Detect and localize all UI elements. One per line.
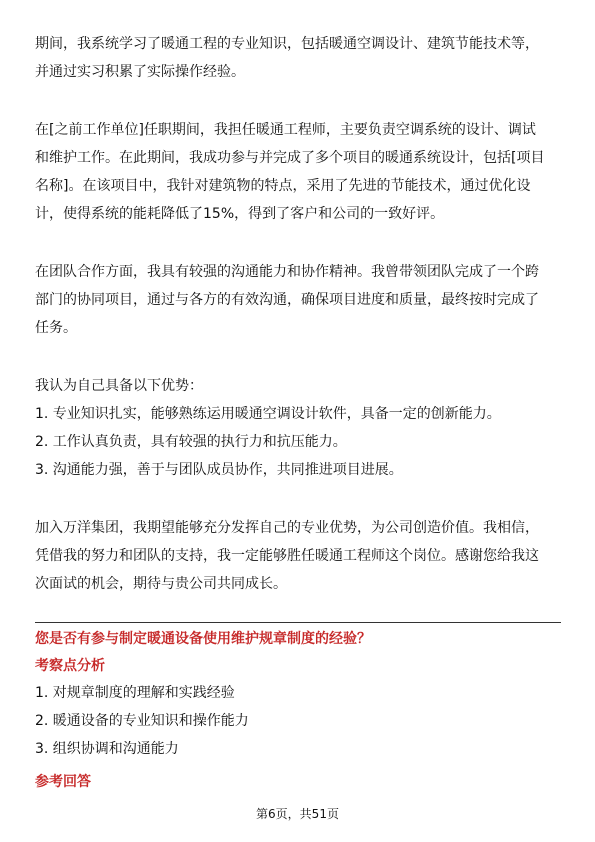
paragraph-gap [35,228,561,258]
paragraph-teamwork [35,258,561,342]
paragraph-line: 部门的协同项目，通过与各方的有效沟通，确保项目进度和质量，最终按时完成了 [35,292,539,308]
paragraph-gap [35,86,561,116]
analysis-list [35,679,561,763]
paragraph-gap [35,484,561,514]
page-number-footer: 第6页，共51页 [256,807,339,821]
paragraph-line: 并通过实习积累了实际操作经验。 [35,64,245,80]
paragraph-line: 名称]。在该项目中，我针对建筑物的特点，采用了先进的节能技术，通过优化设 [35,178,531,194]
paragraph-line: 在[之前工作单位]任职期间，我担任暖通工程师，主要负责空调系统的设计、调试 [35,122,536,138]
paragraph-line: 在团队合作方面，我具有较强的沟通能力和协作精神。我曾带领团队完成了一个跨 [35,264,539,280]
paragraph-line: 次面试的机会，期待与贵公司共同成长。 [35,576,287,592]
analysis-item: 1. 对规章制度的理解和实践经验 [35,685,235,701]
paragraph-line: 任务。 [35,320,77,336]
paragraph-line: 凭借我的努力和团队的支持，我一定能够胜任暖通工程师这个岗位。感谢您给我这 [35,548,539,564]
strengths-intro: 我认为自己具备以下优势： [35,378,203,394]
strengths-section [35,372,561,484]
strength-item: 2. 工作认真负责，具有较强的执行力和抗压能力。 [35,434,347,450]
analysis-item: 3. 组织协调和沟通能力 [35,741,179,757]
paragraph-line: 加入万洋集团，我期望能够充分发挥自己的专业优势，为公司创造价值。我相信， [35,520,539,536]
interview-question: 您是否有参与制定暖通设备使用维护规章制度的经验？ [35,631,371,647]
analysis-item: 2. 暖通设备的专业知识和操作能力 [35,713,249,729]
answer-heading: 参考回答 [35,774,91,790]
strength-item: 3. 沟通能力强，善于与团队成员协作，共同推进项目进展。 [35,462,403,478]
paragraph-closing [35,514,561,598]
paragraph-line: 和维护工作。在此期间，我成功参与并完成了多个项目的暖通系统设计，包括[项目 [35,150,545,166]
paragraph-gap [35,342,561,372]
paragraph-work-experience [35,116,561,228]
analysis-heading: 考察点分析 [35,658,105,674]
paragraph-education [35,30,561,86]
paragraph-line: 期间，我系统学习了暖通工程的专业知识，包括暖通空调设计、建筑节能技术等， [35,36,539,52]
paragraph-line: 计，使得系统的能耗降低了15%，得到了客户和公司的一致好评。 [35,206,445,222]
section-divider [35,622,561,623]
page-content [35,30,561,795]
strength-item: 1. 专业知识扎实，能够熟练运用暖通空调设计软件，具备一定的创新能力。 [35,406,501,422]
